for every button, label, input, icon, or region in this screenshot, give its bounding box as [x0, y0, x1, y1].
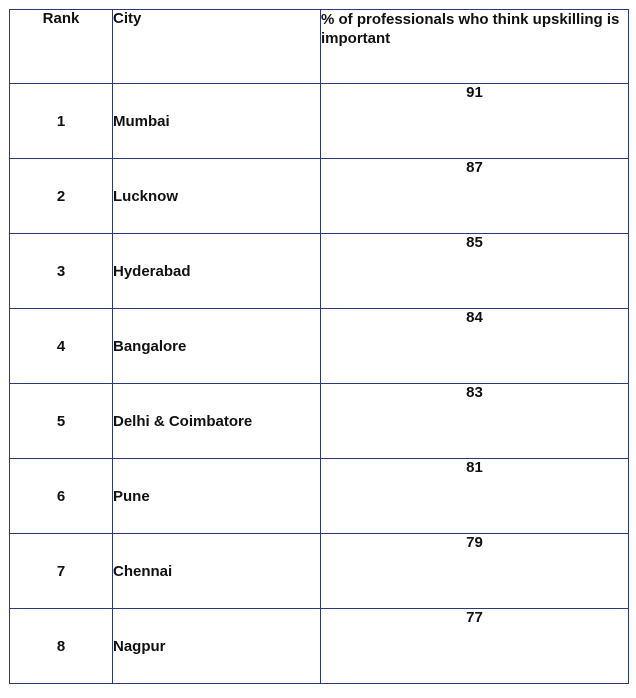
percent-cell: 91 [321, 84, 629, 159]
table-header-row [10, 10, 629, 84]
table-row [10, 309, 629, 384]
header-city: City [113, 10, 321, 84]
city-cell: Nagpur [113, 609, 321, 684]
rank-cell: 3 [10, 234, 113, 309]
rank-cell: 6 [10, 459, 113, 534]
city-cell: Bangalore [113, 309, 321, 384]
rank-cell: 7 [10, 534, 113, 609]
percent-cell: 77 [321, 609, 629, 684]
rank-cell: 1 [10, 84, 113, 159]
rank-cell: 8 [10, 609, 113, 684]
table-row [10, 84, 629, 159]
percent-cell: 87 [321, 159, 629, 234]
city-cell: Pune [113, 459, 321, 534]
table-row [10, 159, 629, 234]
rank-cell: 5 [10, 384, 113, 459]
table-row [10, 459, 629, 534]
percent-cell: 81 [321, 459, 629, 534]
header-rank: Rank [10, 10, 113, 84]
table-row [10, 534, 629, 609]
percent-cell: 85 [321, 234, 629, 309]
table-row [10, 384, 629, 459]
rank-cell: 4 [10, 309, 113, 384]
city-cell: Mumbai [113, 84, 321, 159]
percent-cell: 83 [321, 384, 629, 459]
table-row [10, 234, 629, 309]
city-upskilling-table [9, 9, 629, 684]
header-percent: % of professionals who think upskilling is important [321, 10, 629, 84]
city-cell: Hyderabad [113, 234, 321, 309]
city-cell: Lucknow [113, 159, 321, 234]
city-cell: Delhi & Coimbatore [113, 384, 321, 459]
percent-cell: 84 [321, 309, 629, 384]
percent-cell: 79 [321, 534, 629, 609]
table-row [10, 609, 629, 684]
city-cell: Chennai [113, 534, 321, 609]
rank-cell: 2 [10, 159, 113, 234]
